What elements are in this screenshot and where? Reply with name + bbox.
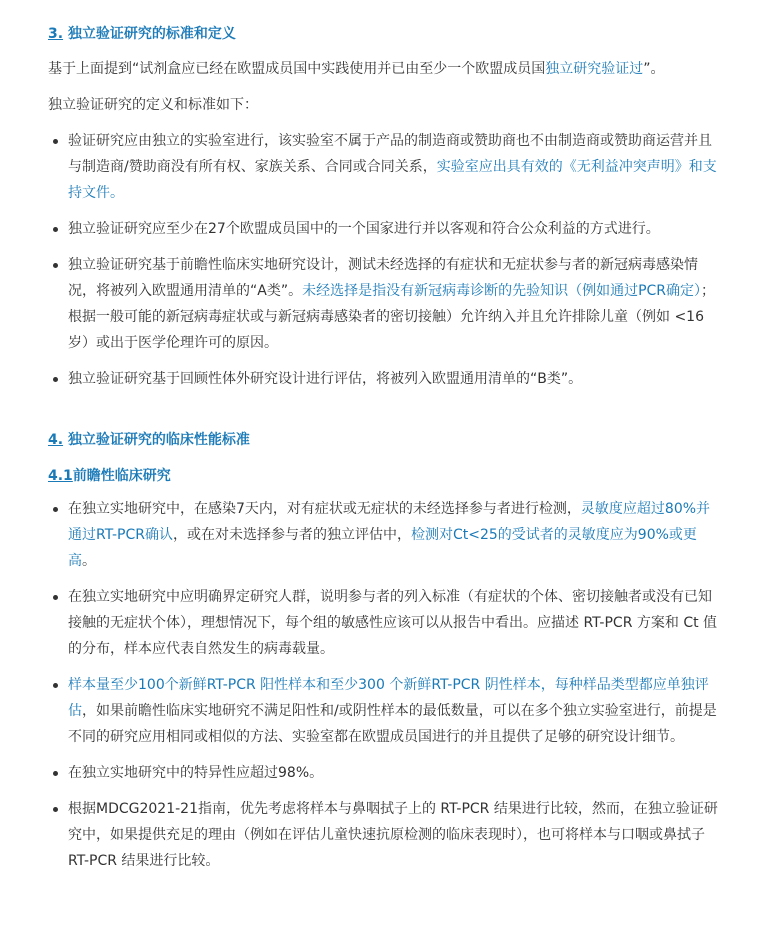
list-item	[48, 796, 724, 874]
list-item	[48, 216, 724, 242]
section-3-intro	[48, 56, 724, 82]
list-item	[48, 584, 724, 662]
bullet-text-mid: ，或在对未选择参与者的独立评估中，	[172, 527, 411, 543]
section-4-1-title: 前瞻性临床研究	[72, 468, 171, 484]
bullet-highlight: 灵敏度应超过80%并通过RT-PCR确认	[68, 501, 711, 543]
section-4-number: 4.	[48, 432, 64, 448]
section-4-1-number: 4.1	[48, 468, 73, 484]
intro-highlight: 独立研究验证过	[545, 61, 644, 77]
bullet-highlight: 检测对Ct<25的受试者的灵敏度应为90%或更高	[68, 527, 697, 569]
bullet-text: 根据MDCG2021-21指南，优先考虑将样本与鼻咽拭子上的 RT-PCR 结果进行比较，然而，在独立验证研究中，如果提供充足的理由（例如在评估儿童快速抗原检测的临床表现时），也可将样本与口咽或鼻拭子RT-PCR 结果进行比较。	[68, 801, 718, 869]
bullet-highlight: 实验室应出具有效的《无利益冲突声明》和支持文件。	[68, 159, 717, 201]
bullet-text: ，如果前瞻性临床实地研究不满足阳性和/或阴性样本的最低数量，可以在多个独立实验室进行，前提是不同的研究应用相同或相似的方法、实验室都在欧盟成员国进行的并且提供了足够的研究设计细节。	[68, 703, 717, 745]
bullet-text: 在独立实地研究中应明确界定研究人群，说明参与者的列入标准（有症状的个体、密切接触者或没有已知接触的无症状个体），理想情况下，每个组的敏感性应该可以从报告中看出。应描述 RT-PCR 方案和 Ct 值的分布，样本应代表自然发生的病毒载量。	[68, 589, 718, 657]
bullet-text-end: ；根据一般可能的新冠病毒症状或与新冠病毒感染者的密切接触）允许纳入并且允许排除儿童（例如 <16 岁）或出于医学伦理许可的原因。	[68, 283, 716, 351]
section-3-heading	[48, 22, 724, 46]
section-4-1-heading	[48, 464, 724, 488]
list-item	[48, 496, 724, 574]
bullet-text-end: 。	[82, 553, 96, 569]
bullet-text: 在独立实地研究中，在感染7天内，对有症状或无症状的未经选择参与者进行检测，	[68, 501, 581, 517]
section-3-title: 独立验证研究的标准和定义	[67, 26, 236, 42]
list-item	[48, 252, 724, 356]
bullet-text: 独立验证研究基于前瞻性临床实地研究设计，测试未经选择的有症状和无症状参与者的新冠病毒感染情况，将被列入欧盟通用清单的“A类”。	[68, 257, 698, 299]
definition-line: 独立验证研究的定义和标准如下：	[48, 97, 258, 113]
list-item	[48, 366, 724, 392]
intro-text: 基于上面提到“试剂盒应已经在欧盟成员国中实践使用并已由至少一个欧盟成员国	[48, 61, 546, 77]
bullet-text: 独立验证研究应至少在27个欧盟成员国中的一个国家进行并以客观和符合公众利益的方式进行。	[68, 221, 660, 237]
bullet-text: 独立验证研究基于回顾性体外研究设计进行评估，将被列入欧盟通用清单的“B类”。	[68, 371, 583, 387]
section-3-number: 3.	[48, 26, 64, 42]
section-3-criteria-list	[48, 128, 724, 392]
section-4-title: 独立验证研究的临床性能标准	[67, 432, 250, 448]
bullet-highlight: 样本量至少100个新鲜RT-PCR 阳性样本和至少300 个新鲜RT-PCR 阴性样本，每种样品类型都应单独评估	[68, 677, 709, 719]
section-4-criteria-list	[48, 496, 724, 874]
bullet-text: 在独立实地研究中的特异性应超过98%。	[68, 765, 324, 781]
bullet-text: 验证研究应由独立的实验室进行，该实验室不属于产品的制造商或赞助商也不由制造商或赞助商运营并且与制造商/赞助商没有所有权、家族关系、合同或合同关系，	[68, 133, 712, 175]
bullet-highlight: 未经选择是指没有新冠病毒诊断的先验知识（例如通过PCR确定）	[302, 283, 702, 299]
list-item	[48, 760, 724, 786]
list-item	[48, 672, 724, 750]
list-item	[48, 128, 724, 206]
intro-end: ”。	[643, 61, 665, 77]
section-4-heading	[48, 428, 724, 452]
